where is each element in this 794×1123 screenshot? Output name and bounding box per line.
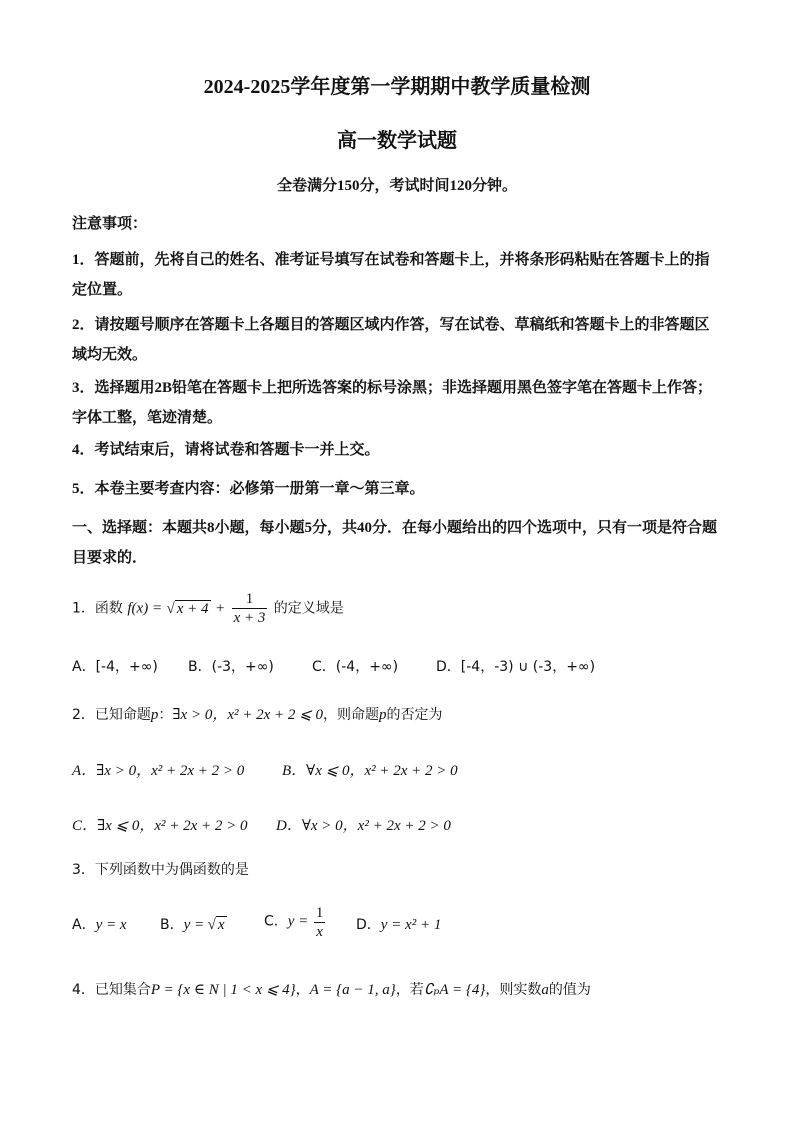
q3-option-b-radicand: x bbox=[217, 917, 225, 933]
q4-set-p: P = {x ∈ N | 1 < x ⩽ 4} bbox=[150, 982, 296, 998]
q2-condition: ∃x > 0，x² + 2x + 2 ⩽ 0 bbox=[172, 707, 323, 723]
q4-mid2: ，若 bbox=[395, 982, 424, 998]
note-item-3: 3．选择题用2B铅笔在答题卡上把所选答案的标号涂黑；非选择题用黑色签字笔在答题卡上作答；字体工整，笔迹清楚。 bbox=[72, 380, 713, 426]
q3-option-b bbox=[160, 914, 227, 934]
question-3: 3．下列函数中为偶函数的是 bbox=[72, 862, 249, 878]
q1-sqrt: √ x + 4 bbox=[166, 600, 209, 617]
q3-option-d-expr: y = x² + 1 bbox=[380, 917, 442, 933]
q3-option-a-expr: y = x bbox=[95, 917, 127, 933]
q4-suffix2: 的值为 bbox=[548, 982, 591, 998]
q1-function: f(x) = bbox=[127, 600, 163, 617]
q4-set-a: A = {a − 1, a} bbox=[309, 982, 396, 998]
q3-option-a-label: A． bbox=[72, 917, 96, 933]
exam-info: 全卷满分150分，考试时间120分钟。 bbox=[276, 178, 517, 194]
q1-option-c: C．(-4，+∞) bbox=[312, 659, 399, 675]
q3-option-b-prefix: y = bbox=[183, 917, 205, 933]
note-item-2: 2．请按题号顺序在答题卡上各题目的答题区域内作答，写在试卷、草稿纸和答题卡上的非答题区域均无效。 bbox=[72, 317, 710, 363]
q2-p2: p bbox=[378, 707, 387, 723]
q2-p: p bbox=[150, 707, 159, 723]
question-1 bbox=[72, 590, 344, 627]
q3-option-d-label: D． bbox=[356, 917, 381, 933]
q2-option-c: C．∃x ⩽ 0，x² + 2x + 2 > 0 bbox=[72, 818, 248, 834]
q3-option-c-fraction bbox=[314, 904, 326, 941]
q2-suffix: ，则命题 bbox=[322, 707, 379, 723]
q1-suffix: 的定义域是 bbox=[273, 600, 344, 617]
exam-title: 2024-2025学年度第一学期期中教学质量检测 bbox=[203, 76, 591, 98]
q1-fraction-denominator: x + 3 bbox=[233, 610, 266, 626]
q4-prefix: 4．已知集合 bbox=[72, 982, 151, 998]
q3-option-c bbox=[264, 904, 327, 941]
q1-option-d: D．[-4，-3) ∪ (-3，+∞) bbox=[436, 659, 596, 675]
q3-option-c-prefix: y = bbox=[287, 913, 309, 930]
q2-colon: ： bbox=[158, 707, 173, 723]
q1-plus: + bbox=[214, 600, 226, 617]
q1-fraction-numerator: 1 bbox=[232, 590, 268, 609]
exam-subtitle: 高一数学试题 bbox=[337, 130, 457, 152]
q4-var: a bbox=[541, 982, 549, 998]
q3-option-a bbox=[72, 914, 127, 934]
q1-option-b: B．(-3，+∞) bbox=[188, 659, 274, 675]
q3-option-b-sqrt: √ x bbox=[207, 917, 225, 933]
q4-complement: ∁ₚA = {4} bbox=[423, 982, 486, 998]
q2-prefix: 2．已知命题 bbox=[72, 707, 151, 723]
q2-option-b: B．∀x ⩽ 0，x² + 2x + 2 > 0 bbox=[282, 763, 458, 779]
q1-prefix: 1．函数 bbox=[72, 600, 123, 617]
q2-option-d: D．∀x > 0，x² + 2x + 2 > 0 bbox=[276, 818, 451, 834]
question-4 bbox=[72, 979, 591, 999]
q4-mid: ， bbox=[295, 982, 310, 998]
note-item-1: 1．答题前，先将自己的姓名、准考证号填写在试卷和答题卡上，并将条形码粘贴在答题卡上的指定位置。 bbox=[72, 252, 710, 298]
notes-heading: 注意事项： bbox=[72, 216, 148, 232]
q2-suffix2: 的否定为 bbox=[386, 707, 443, 723]
q1-fraction bbox=[232, 590, 268, 627]
q3-option-d bbox=[356, 914, 441, 934]
q3-option-b-label: B． bbox=[160, 917, 184, 933]
note-item-4: 4．考试结束后，请将试卷和答题卡一并上交。 bbox=[72, 442, 380, 458]
question-2 bbox=[72, 703, 442, 724]
section-heading: 一、选择题：本题共8小题，每小题5分，共40分．在每小题给出的四个选项中，只有一项是符合题目要求的． bbox=[72, 520, 718, 566]
q1-option-a: A．[-4，+∞) bbox=[72, 659, 158, 675]
q3-option-c-label: C． bbox=[264, 913, 288, 930]
q3-option-c-numerator: 1 bbox=[315, 905, 324, 921]
q3-option-c-denominator: x bbox=[316, 924, 323, 940]
note-item-5: 5．本卷主要考查内容：必修第一册第一章～第三章。 bbox=[72, 481, 425, 497]
q4-suffix: ，则实数 bbox=[485, 982, 542, 998]
q2-option-a: A．∃x > 0，x² + 2x + 2 > 0 bbox=[72, 763, 245, 779]
q1-sqrt-radicand: x + 4 bbox=[176, 600, 209, 617]
